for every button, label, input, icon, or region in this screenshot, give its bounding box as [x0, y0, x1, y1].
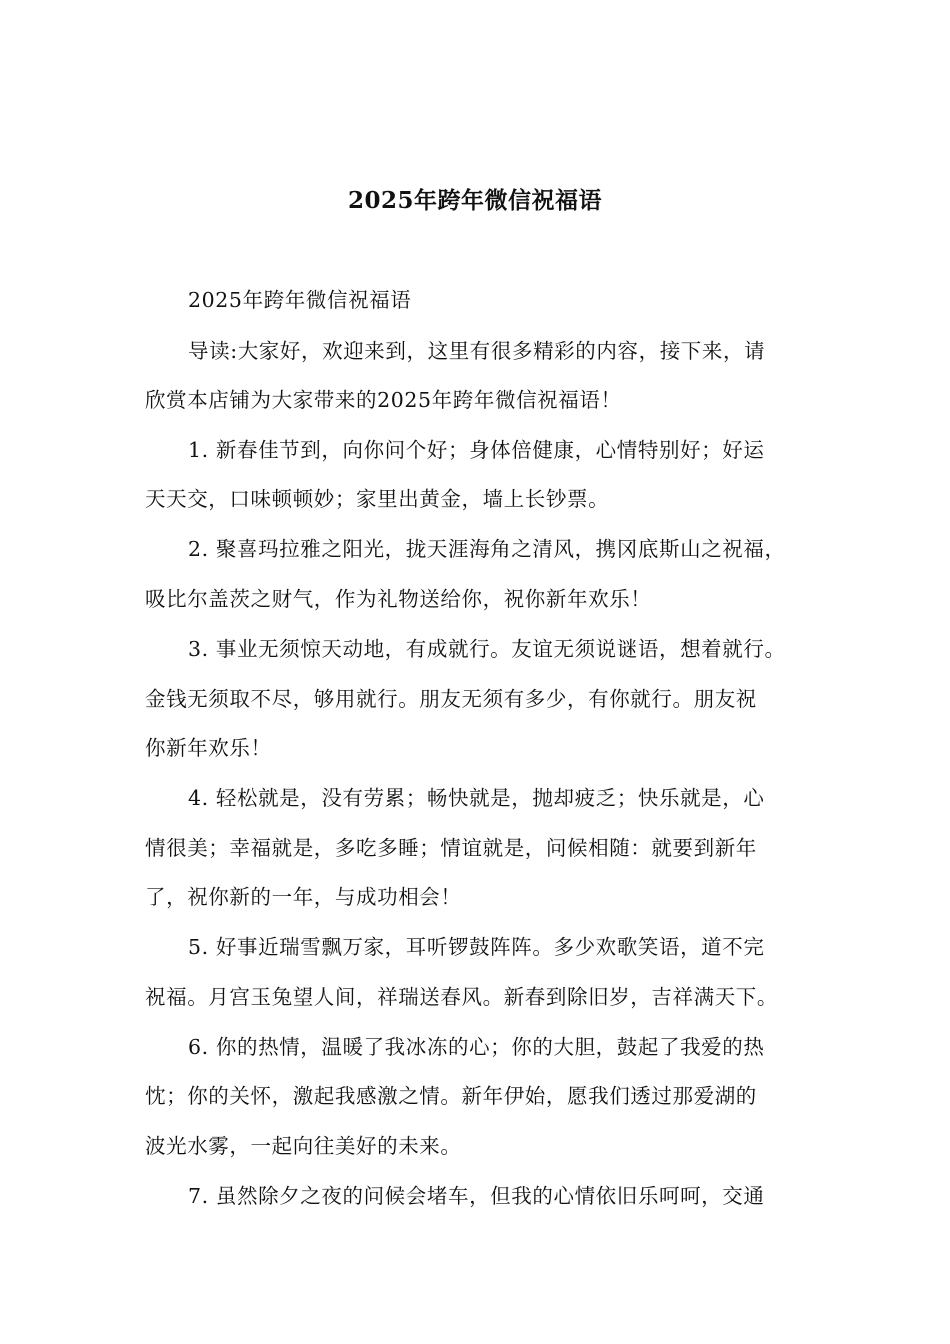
body-line: 情很美；幸福就是，多吃多睡；情谊就是，问候相随：就要到新年: [145, 836, 757, 860]
document-title: 2025年跨年微信祝福语: [347, 187, 602, 214]
body-line: 2025年跨年微信祝福语: [188, 288, 412, 312]
body-line: 3. 事业无须惊天动地，有成就行。友谊无须说谜语，想着就行。: [188, 637, 786, 661]
body-line: 天天交，口味顿顿妙；家里出黄金，墙上长钞票。: [145, 487, 610, 511]
body-line: 了，祝你新的一年，与成功相会！: [145, 885, 462, 909]
body-line: 波光水雾，一起向往美好的未来。: [145, 1134, 462, 1158]
body-line: 1. 新春佳节到，向你问个好；身体倍健康，心情特别好；好运: [188, 438, 765, 462]
body-line: 6. 你的热情，温暖了我冰冻的心；你的大胆，鼓起了我爱的热: [188, 1035, 765, 1059]
body-line: 5. 好事近瑞雪飘万家，耳听锣鼓阵阵。多少欢歌笑语，道不完: [188, 935, 765, 959]
body-line: 吸比尔盖茨之财气，作为礼物送给你，祝你新年欢乐！: [145, 587, 652, 611]
body-line: 祝福。月宫玉兔望人间，祥瑞送春风。新春到除旧岁，吉祥满天下。: [145, 985, 778, 1009]
body-line: 欣赏本店铺为大家带来的2025年跨年微信祝福语！: [145, 388, 622, 412]
body-line: 2. 聚喜玛拉雅之阳光，拢天涯海角之清风，携冈底斯山之祝福，: [188, 537, 786, 561]
body-line: 你新年欢乐！: [145, 736, 272, 760]
body-line: 4. 轻松就是，没有劳累；畅快就是，抛却疲乏；快乐就是，心: [188, 786, 765, 810]
body-line: 忱；你的关怀，激起我感激之情。新年伊始，愿我们透过那爱湖的: [145, 1084, 757, 1108]
body-line: 导读:大家好，欢迎来到，这里有很多精彩的内容，接下来，请: [188, 339, 766, 363]
body-line: 7. 虽然除夕之夜的问候会堵车，但我的心情依旧乐呵呵，交通: [188, 1184, 765, 1208]
body-line: 金钱无须取不尽，够用就行。朋友无须有多少，有你就行。朋友祝: [145, 687, 757, 711]
